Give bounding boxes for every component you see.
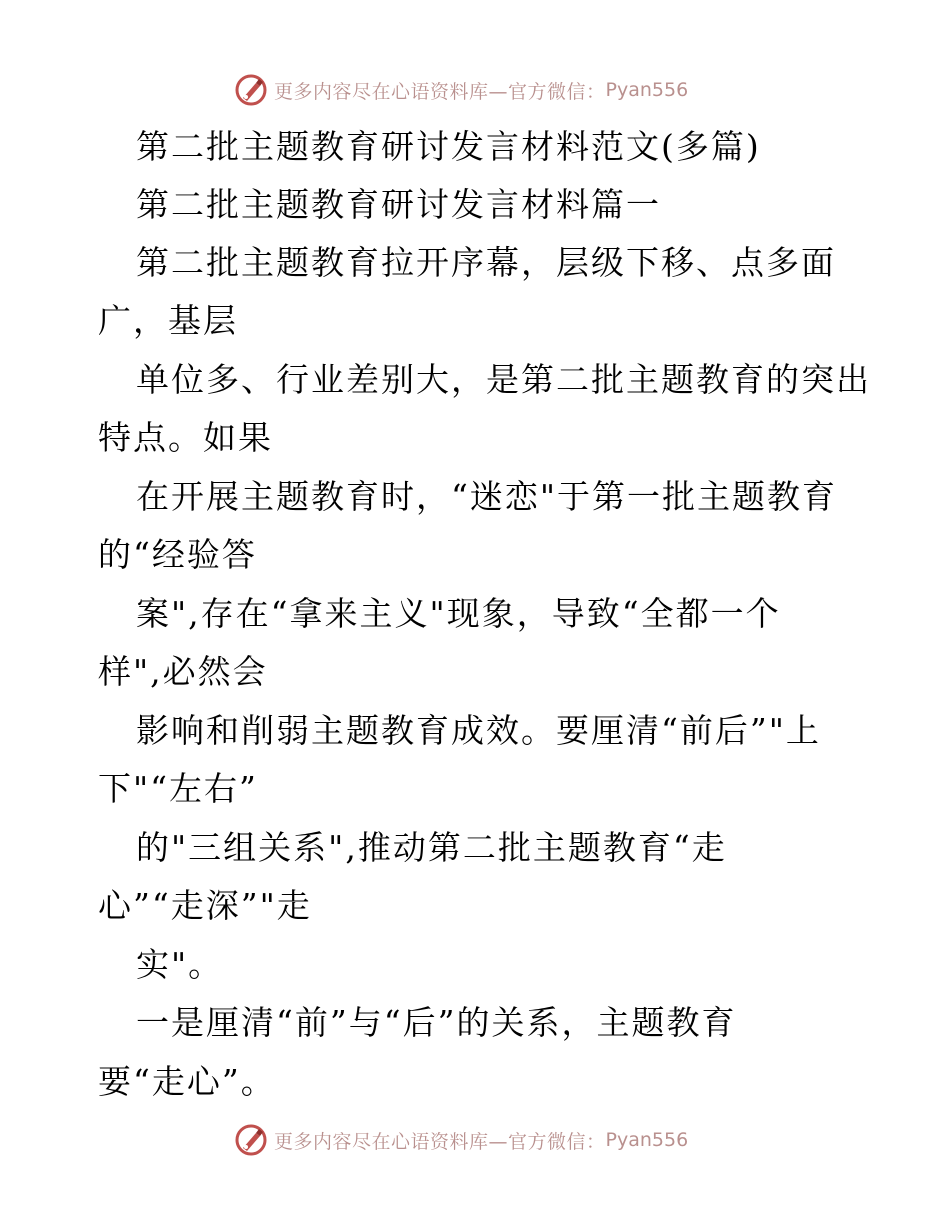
watermark-text: 更多内容尽在心语资料库—官方微信：	[274, 1130, 606, 1153]
paragraph-line: 特点。如果	[98, 418, 273, 457]
pen-logo-icon	[234, 73, 268, 107]
footer-watermark	[0, 1120, 950, 1160]
watermark-wechat-id: Pyan556	[605, 1129, 689, 1151]
paragraph-line: 的“经验答	[98, 535, 257, 574]
paragraph-line: 一是厘清“前”与“后”的关系，主题教育	[136, 1003, 737, 1042]
paragraph-line: 要“走心”。	[98, 1062, 276, 1101]
paragraph-line: 实"。	[136, 945, 224, 984]
paragraph-line: 案",存在“拿来主义"现象，导致“全都一个	[136, 594, 781, 633]
paragraph-line: 在开展主题教育时，“迷恋"于第一批主题教育	[136, 477, 838, 516]
paragraph-line: 的"三组关系",推动第二批主题教育“走	[136, 828, 727, 867]
paragraph-line: 心”“走深”"走	[98, 886, 312, 925]
pen-logo-icon	[234, 1123, 268, 1157]
doc-title: 第二批主题教育研讨发言材料范文(多篇)	[136, 127, 761, 166]
watermark-wechat-id: Pyan556	[605, 79, 689, 101]
section-heading: 第二批主题教育研讨发言材料篇一	[136, 185, 661, 224]
watermark-text: 更多内容尽在心语资料库—官方微信：	[274, 80, 606, 103]
paragraph-line: 单位多、行业差别大，是第二批主题教育的突出	[136, 360, 871, 399]
paragraph-line: 第二批主题教育拉开序幕，层级下移、点多面	[136, 243, 836, 282]
paragraph-line: 下"“左右”	[98, 769, 258, 808]
paragraph-line: 样",必然会	[98, 652, 268, 691]
paragraph-line: 广，基层	[98, 301, 238, 340]
paragraph-line: 影响和削弱主题教育成效。要厘清“前后”"上	[136, 711, 821, 750]
header-watermark	[0, 70, 950, 110]
